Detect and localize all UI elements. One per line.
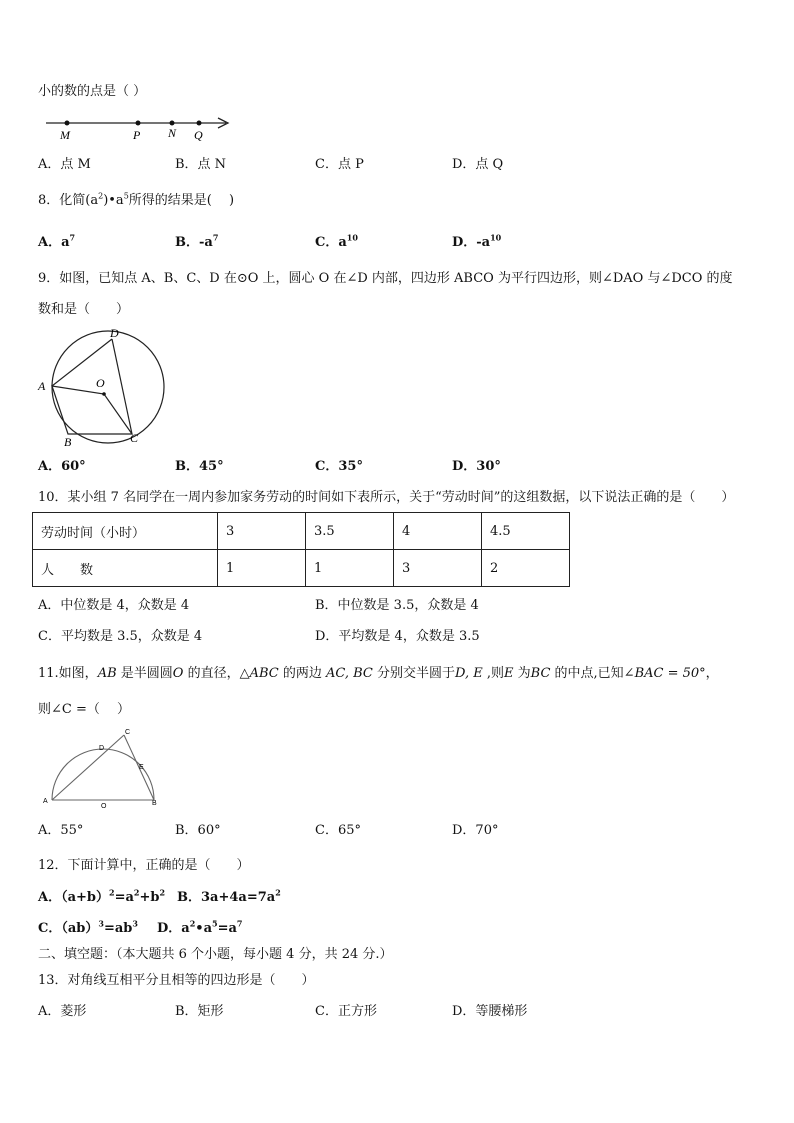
- label-b: B: [64, 435, 72, 448]
- q9-option-d: D．30°: [452, 459, 501, 474]
- label-b: B: [152, 800, 157, 807]
- q13-option-c: C．正方形: [315, 1004, 377, 1019]
- q7-stem: 小的数的点是（ ）: [38, 84, 147, 99]
- table-cell: 4: [394, 513, 482, 550]
- table-cell: 1: [306, 550, 394, 587]
- q11-option-b: B．60°: [175, 823, 221, 838]
- point-q: [197, 121, 202, 126]
- q10-option-d: D．平均数是 4，众数是 3.5: [315, 629, 480, 644]
- label-q: Q: [194, 128, 203, 142]
- q13-option-a: A．菱形: [38, 1004, 87, 1019]
- table-cell: 1: [218, 550, 306, 587]
- label-a: A: [38, 379, 46, 393]
- table-row: [33, 550, 570, 587]
- table-row: [33, 513, 570, 550]
- q11-option-d: D．70°: [452, 823, 499, 838]
- table-cell: 劳动时间（小时）: [33, 513, 218, 550]
- point-p: [136, 121, 141, 126]
- q11-stem-line2: 则∠C =（ ）: [38, 702, 130, 717]
- q11-option-a: A．55°: [38, 823, 84, 838]
- label-c: C: [125, 729, 131, 736]
- q10-option-b: B．中位数是 3.5，众数是 4: [315, 598, 479, 613]
- q7-option-b: B．点 N: [175, 157, 227, 172]
- q10-stem: 10．某小组 7 名同学在一周内参加家务劳动的时间如下表所示，关于“劳动时间”的这组数据，以下说法正确的是（ ）: [38, 490, 735, 505]
- semicircle-figure: [38, 726, 162, 810]
- label-e: E: [139, 764, 144, 771]
- q12-stem: 12．下面计算中，正确的是（ ）: [38, 858, 250, 873]
- q9-option-b: B．45°: [175, 459, 224, 474]
- q9-stem-line2: 数和是（ ）: [38, 302, 130, 317]
- labor-time-table: [32, 512, 570, 587]
- q11-stem: 11.如图，AB 是半圆圆O 的直径，△ABC 的两边 AC, BC 分别交半圆于D, E ,则E 为BC 的中点,已知∠BAC = 50°，: [38, 666, 719, 681]
- number-line-figure: [44, 112, 234, 144]
- q8-option-c: C．$a^{10}$: [315, 232, 358, 250]
- q10-option-c: C．平均数是 3.5，众数是 4: [38, 629, 203, 644]
- table-cell: 人 数: [33, 550, 218, 587]
- q7-option-c: C．点 P: [315, 157, 364, 172]
- q7-option-a: A．点 M: [38, 157, 91, 172]
- q9-option-c: C．35°: [315, 459, 363, 474]
- q7-option-d: D．点 Q: [452, 157, 504, 172]
- label-d: D: [110, 326, 119, 340]
- q12-option-a: A．$(a+b)^2=a^2+b^2$: [38, 887, 166, 905]
- table-cell: 3: [394, 550, 482, 587]
- label-m: M: [60, 128, 70, 142]
- q8-stem: 8．化简$(a^2)•a^5$所得的结果是( ): [38, 191, 235, 208]
- table-cell: 3: [218, 513, 306, 550]
- circle-figure: [34, 324, 166, 448]
- point-m: [65, 121, 70, 126]
- label-p: P: [133, 128, 141, 142]
- q8-option-b: B．$-a^7$: [175, 232, 219, 250]
- label-o: O: [101, 803, 107, 810]
- label-o: O: [96, 376, 105, 390]
- q11-option-c: C．65°: [315, 823, 361, 838]
- q12-option-d: D．$a^2•a^5=a^7$: [157, 918, 243, 936]
- q10-option-a: A．中位数是 4，众数是 4: [38, 598, 190, 613]
- label-d: D: [99, 745, 105, 752]
- table-cell: 4.5: [482, 513, 570, 550]
- q8-option-d: D．$-a^{10}$: [452, 232, 502, 250]
- q13-option-b: B．矩形: [175, 1004, 224, 1019]
- point-n: [170, 121, 175, 126]
- q8-option-a: A．$a^7$: [38, 232, 76, 250]
- label-c: C: [130, 431, 139, 445]
- label-a: A: [43, 798, 48, 805]
- table-cell: 3.5: [306, 513, 394, 550]
- label-n: N: [168, 126, 177, 140]
- q12-option-c: C．$(ab)^3=ab^3$: [38, 918, 138, 936]
- q9-stem-line1: 9．如图，已知点 A、B、C、D 在⊙O 上，圆心 O 在∠D 内部，四边形 ABCO 为平行四边形，则∠DAO 与∠DCO 的度: [38, 271, 733, 286]
- table-cell: 2: [482, 550, 570, 587]
- q9-option-a: A．60°: [38, 459, 86, 474]
- q13-stem: 13．对角线互相平分且相等的四边形是（ ）: [38, 973, 315, 988]
- section-heading: 二、填空题：（本大题共 6 个小题，每小题 4 分，共 24 分.）: [38, 947, 393, 962]
- q13-option-d: D．等腰梯形: [452, 1004, 528, 1019]
- q12-option-b: B．$3a+4a=7a^2$: [177, 887, 281, 905]
